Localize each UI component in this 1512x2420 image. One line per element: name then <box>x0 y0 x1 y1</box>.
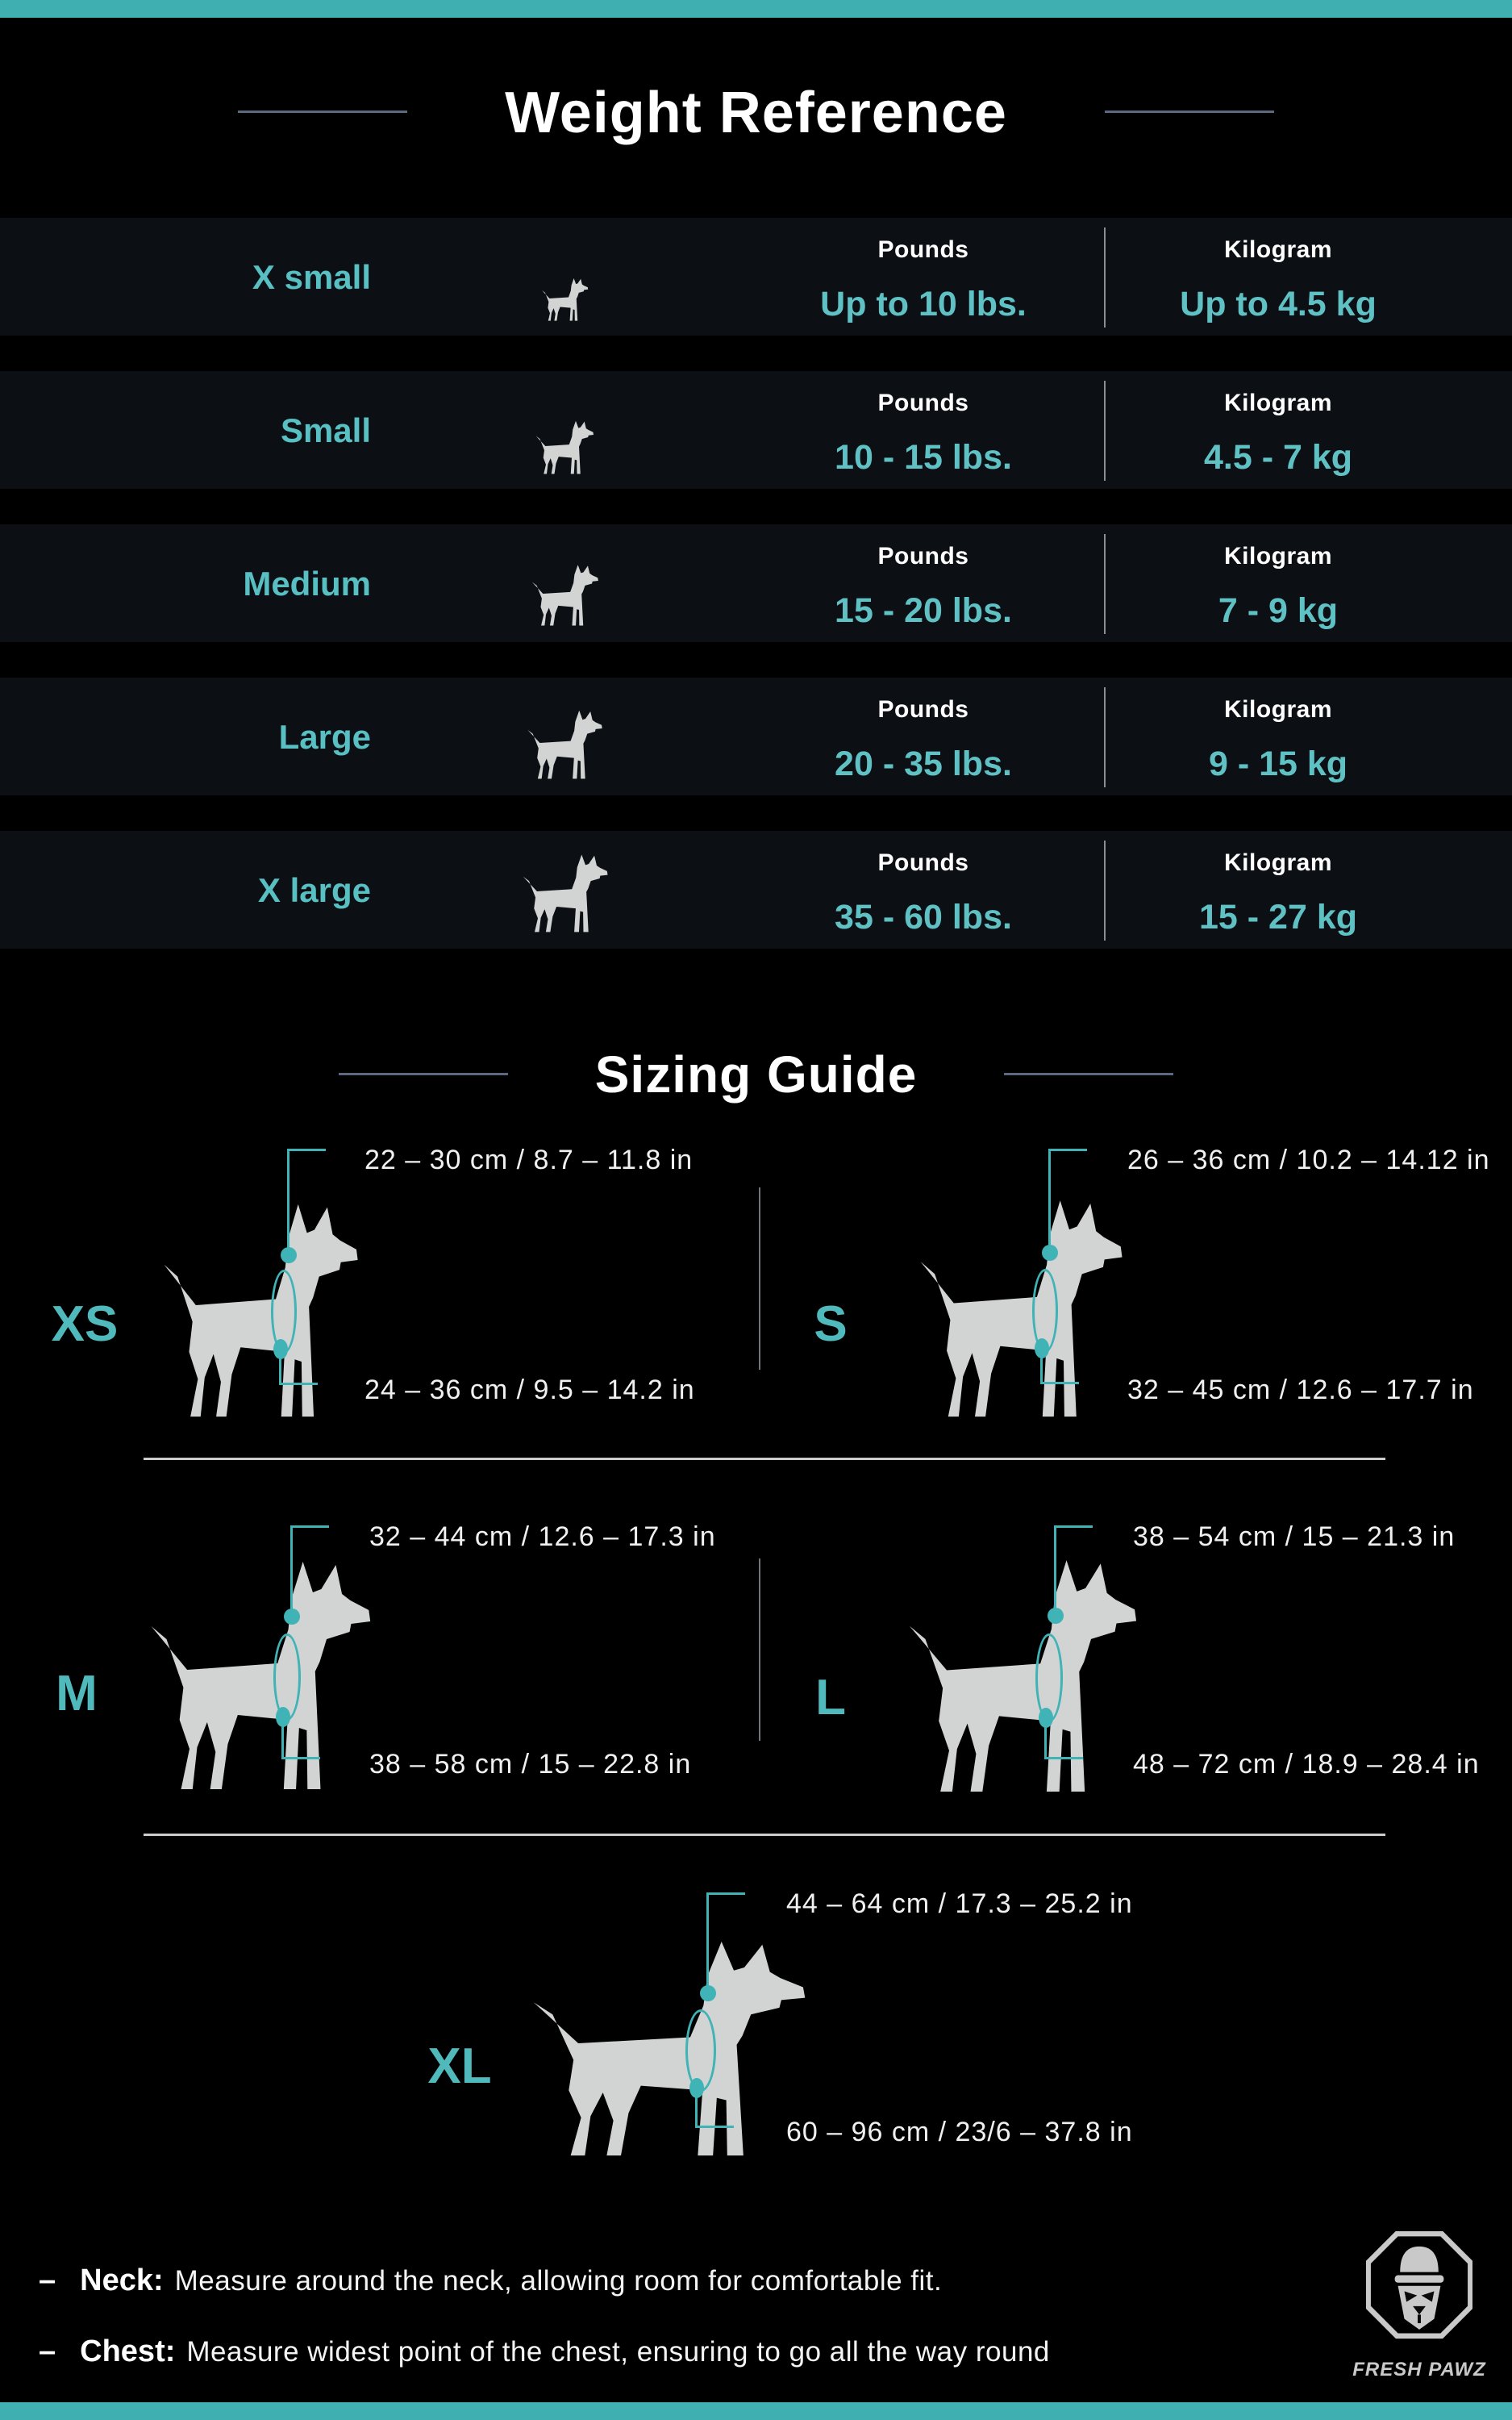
note-text: Measure around the neck, allowing room for comfortable fit. <box>174 2265 943 2297</box>
column-divider <box>1104 534 1106 634</box>
note-term: Neck: <box>80 2264 164 2297</box>
neck-bracket-tick <box>1048 1149 1087 1151</box>
column-divider <box>1104 841 1106 941</box>
chest-bracket-line <box>279 1349 281 1385</box>
pounds-header: Pounds <box>877 390 969 416</box>
pounds-header: Pounds <box>877 543 969 570</box>
size-label: Large <box>278 718 371 756</box>
pounds-value: 10 - 15 lbs. <box>835 438 1012 477</box>
dog-silhouette <box>914 1188 1125 1418</box>
size-label: X small <box>252 258 371 296</box>
chest-bracket-line <box>1040 1348 1043 1384</box>
chest-measurement-label: 38 – 58 cm / 15 – 22.8 in <box>369 1749 692 1780</box>
chest-bracket-tick <box>279 1383 318 1385</box>
kilogram-value: Up to 4.5 kg <box>1180 285 1377 323</box>
chest-bracket-tick <box>1040 1382 1079 1384</box>
note-bullet: – <box>39 2334 56 2368</box>
neck-measurement-label: 32 – 44 cm / 12.6 – 17.3 in <box>369 1521 716 1552</box>
dog-silhouette <box>902 1547 1139 1793</box>
title-line-right <box>1105 111 1274 113</box>
dog-icon <box>534 418 594 474</box>
neck-bracket-line <box>287 1149 289 1255</box>
brand-name: FRESH PAWZ <box>1352 2359 1486 2380</box>
pounds-header: Pounds <box>877 696 969 723</box>
pounds-header: Pounds <box>877 236 969 263</box>
size-row-separator <box>144 1458 1385 1460</box>
size-label: Small <box>280 411 371 449</box>
note-text: Measure widest point of the chest, ensuring to go all the way round <box>186 2336 1050 2368</box>
title-line-left <box>238 111 407 113</box>
kilogram-header: Kilogram <box>1223 543 1333 570</box>
chest-ellipse <box>273 1634 301 1721</box>
column-divider <box>1104 381 1106 481</box>
size-row-separator <box>144 1834 1385 1836</box>
weight-row-xlarge <box>0 831 1512 949</box>
chest-measurement-label: 48 – 72 cm / 18.9 – 28.4 in <box>1133 1749 1480 1780</box>
kilogram-header: Kilogram <box>1223 849 1333 876</box>
column-divider <box>1104 227 1106 328</box>
chest-bracket-line <box>281 1717 284 1759</box>
neck-bracket-tick <box>287 1149 326 1151</box>
neck-bracket-line <box>290 1525 293 1617</box>
dog-silhouette <box>157 1192 360 1418</box>
kilogram-value: 7 - 9 kg <box>1218 591 1339 630</box>
size-label: XL <box>427 2038 492 2094</box>
chest-bracket-line <box>695 2087 698 2127</box>
size-label: L <box>815 1670 846 1725</box>
size-label: Medium <box>243 565 371 603</box>
note-bullet: – <box>39 2264 56 2297</box>
chest-bracket-tick <box>695 2126 734 2128</box>
top-accent-bar <box>0 0 1512 18</box>
chest-measurement-label: 32 – 45 cm / 12.6 – 17.7 in <box>1127 1375 1474 1405</box>
chest-bracket-tick <box>1044 1757 1083 1759</box>
weight-reference-title: Weight Reference <box>505 81 1007 145</box>
fresh-pawz-logo-icon <box>1366 2231 1472 2352</box>
kilogram-header: Kilogram <box>1223 696 1333 723</box>
dog-silhouette <box>524 1930 809 2157</box>
neck-measurement-label: 26 – 36 cm / 10.2 – 14.12 in <box>1127 1145 1490 1175</box>
sizing-guide-title: Sizing Guide <box>594 1045 918 1104</box>
neck-bracket-tick <box>290 1525 329 1528</box>
size-column-divider <box>759 1558 760 1741</box>
size-label: M <box>56 1666 98 1721</box>
kilogram-value: 4.5 - 7 kg <box>1203 438 1353 477</box>
neck-bracket-line <box>706 1892 709 1993</box>
neck-bracket-tick <box>1054 1525 1093 1528</box>
chest-bracket-tick <box>281 1757 320 1759</box>
dog-icon <box>540 276 589 321</box>
pounds-header: Pounds <box>877 849 969 876</box>
chest-note <box>39 2334 1050 2369</box>
pounds-value: 15 - 20 lbs. <box>835 591 1012 630</box>
neck-bracket-line <box>1048 1149 1051 1253</box>
neck-bracket-tick <box>706 1892 745 1895</box>
weight-row-xsmall <box>0 218 1512 336</box>
title-line-left <box>339 1073 508 1075</box>
dog-silhouette <box>144 1549 373 1791</box>
size-label: XS <box>51 1296 119 1352</box>
neck-measurement-label: 44 – 64 cm / 17.3 – 25.2 in <box>786 1888 1133 1919</box>
note-term: Chest: <box>80 2334 176 2368</box>
bottom-accent-bar <box>0 2402 1512 2420</box>
dog-icon <box>530 561 599 626</box>
weight-row-medium <box>0 524 1512 642</box>
chest-bracket-line <box>1044 1717 1047 1759</box>
kilogram-header: Kilogram <box>1223 390 1333 416</box>
weight-row-large <box>0 678 1512 795</box>
neck-measurement-label: 38 – 54 cm / 15 – 21.3 in <box>1133 1521 1456 1552</box>
pounds-value: 35 - 60 lbs. <box>835 898 1012 937</box>
size-label: X large <box>257 871 371 909</box>
pounds-value: 20 - 35 lbs. <box>835 745 1012 783</box>
dog-icon <box>525 707 603 779</box>
chest-measurement-label: 24 – 36 cm / 9.5 – 14.2 in <box>364 1375 695 1405</box>
dog-icon <box>520 850 609 933</box>
kilogram-value: 15 - 27 kg <box>1199 898 1357 937</box>
pounds-value: Up to 10 lbs. <box>820 285 1027 323</box>
kilogram-header: Kilogram <box>1223 236 1333 263</box>
size-column-divider <box>759 1187 760 1370</box>
column-divider <box>1104 687 1106 787</box>
neck-measurement-label: 22 – 30 cm / 8.7 – 11.8 in <box>364 1145 694 1175</box>
size-label: S <box>814 1296 848 1352</box>
neck-bracket-line <box>1054 1525 1056 1616</box>
kilogram-value: 9 - 15 kg <box>1208 745 1348 783</box>
weight-row-small <box>0 371 1512 489</box>
chest-measurement-label: 60 – 96 cm / 23/6 – 37.8 in <box>786 2117 1133 2147</box>
neck-note <box>39 2264 942 2298</box>
title-line-right <box>1004 1073 1173 1075</box>
